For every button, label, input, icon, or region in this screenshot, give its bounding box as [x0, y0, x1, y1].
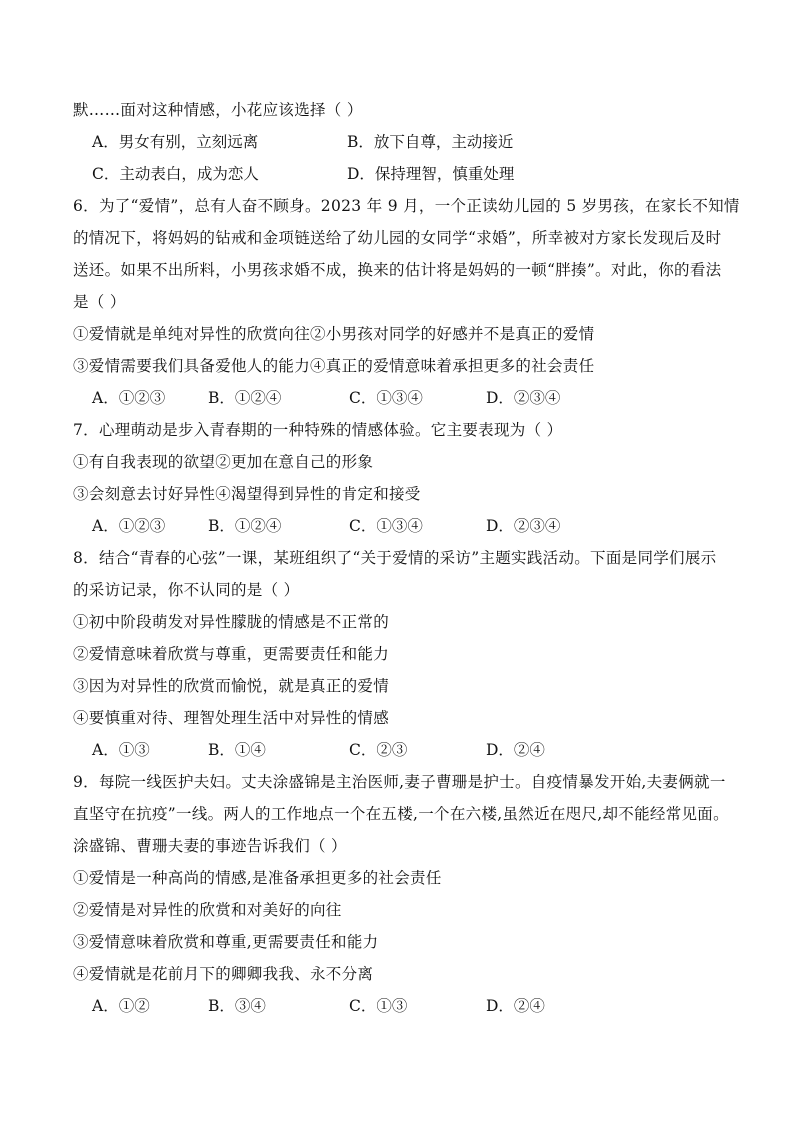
q8-statement: ③因为对异性的欣赏而愉悦，就是真正的爱情: [73, 677, 390, 695]
q6-statement: ①爱情就是单纯对异性的欣赏向往②小男孩对同学的好感并不是真正的爱情: [73, 325, 595, 343]
q9-statement: ②爱情是对异性的欣赏和对美好的向往: [73, 901, 342, 919]
q7-option-a: A．①②③: [92, 517, 166, 535]
q7-statement: ③会刻意去讨好异性④渴望得到异性的肯定和接受: [73, 485, 421, 503]
q9-option-c: C．①③: [349, 997, 408, 1015]
q6-stem-line: 送还。如果不出所料，小男孩求婚不成，换来的估计将是妈妈的一顿“胖揍”。对此，你的看法: [73, 261, 722, 279]
q7-option-c: C．①③④: [349, 517, 423, 535]
q8-statement: ①初中阶段萌发对异性朦胧的情感是不正常的: [73, 613, 390, 631]
q5-option-b: B．放下自尊，主动接近: [347, 133, 514, 151]
q6-option-c: C．①③④: [349, 389, 423, 407]
q8-option-c: C．②③: [349, 741, 408, 759]
q6-statement: ③爱情需要我们具备爱他人的能力④真正的爱情意味着承担更多的社会责任: [73, 357, 595, 375]
q6-stem-line: 是（ ）: [73, 293, 126, 311]
q8-option-d: D．②④: [486, 741, 545, 759]
q6-option-a: A．①②③: [92, 389, 166, 407]
q5-option-d: D．保持理智，慎重处理: [347, 165, 515, 183]
q8-statement: ②爱情意味着欣赏与尊重，更需要责任和能力: [73, 645, 390, 663]
q9-stem-line: 涂盛锦、曹珊夫妻的事迹告诉我们（ ）: [73, 837, 347, 855]
q9-statement: ④爱情就是花前月下的卿卿我我、永不分离: [73, 965, 374, 983]
q9-statement: ③爱情意味着欣赏和尊重,更需要责任和能力: [73, 933, 379, 951]
q8-statement: ④要慎重对待、理智处理生活中对异性的情感: [73, 709, 390, 727]
q9-stem-line: 9．每院一线医护夫妇。丈夫涂盛锦是主治医师,妻子曹珊是护士。自疫情暴发开始,夫妻俩就一: [73, 773, 726, 791]
q7-option-d: D．②③④: [486, 517, 561, 535]
q5-option-a: A．男女有别，立刻远离: [92, 133, 259, 151]
q6-stem-line: 6．为了“爱情”，总有人奋不顾身。2023 年 9 月，一个正读幼儿园的 5 岁男孩，在家长不知情: [73, 197, 740, 215]
q9-option-b: B．③④: [208, 997, 266, 1015]
q9-stem-line: 直坚守在抗疫”一线。两人的工作地点一个在五楼,一个在六楼,虽然近在咫尺,却不能经常见面。: [73, 805, 729, 823]
q8-option-a: A．①③: [92, 741, 150, 759]
q5-stem-tail: 默……面对这种情感，小花应该选择（ ）: [73, 101, 363, 119]
q8-option-b: B．①④: [208, 741, 266, 759]
q9-option-a: A．①②: [92, 997, 150, 1015]
q7-option-b: B．①②④: [208, 517, 282, 535]
q5-option-c: C．主动表白，成为恋人: [92, 165, 259, 183]
q9-option-d: D．②④: [486, 997, 545, 1015]
q8-stem-line: 8．结合“青春的心弦”一课，某班组织了“关于爱情的采访”主题实践活动。下面是同学们展示: [73, 549, 717, 567]
q7-stem-line: 7．心理萌动是步入青春期的一种特殊的情感体验。它主要表现为（ ）: [73, 421, 563, 439]
q6-option-d: D．②③④: [486, 389, 561, 407]
q6-stem-line: 的情况下，将妈妈的钻戒和金项链送给了幼儿园的女同学“求婚”，所幸被对方家长发现后及时: [73, 229, 722, 247]
q9-statement: ①爱情是一种高尚的情感,是准备承担更多的社会责任: [73, 869, 442, 887]
q6-option-b: B．①②④: [208, 389, 282, 407]
q7-statement: ①有自我表现的欲望②更加在意自己的形象: [73, 453, 374, 471]
q8-stem-line: 的采访记录，你不认同的是（ ）: [73, 581, 300, 599]
